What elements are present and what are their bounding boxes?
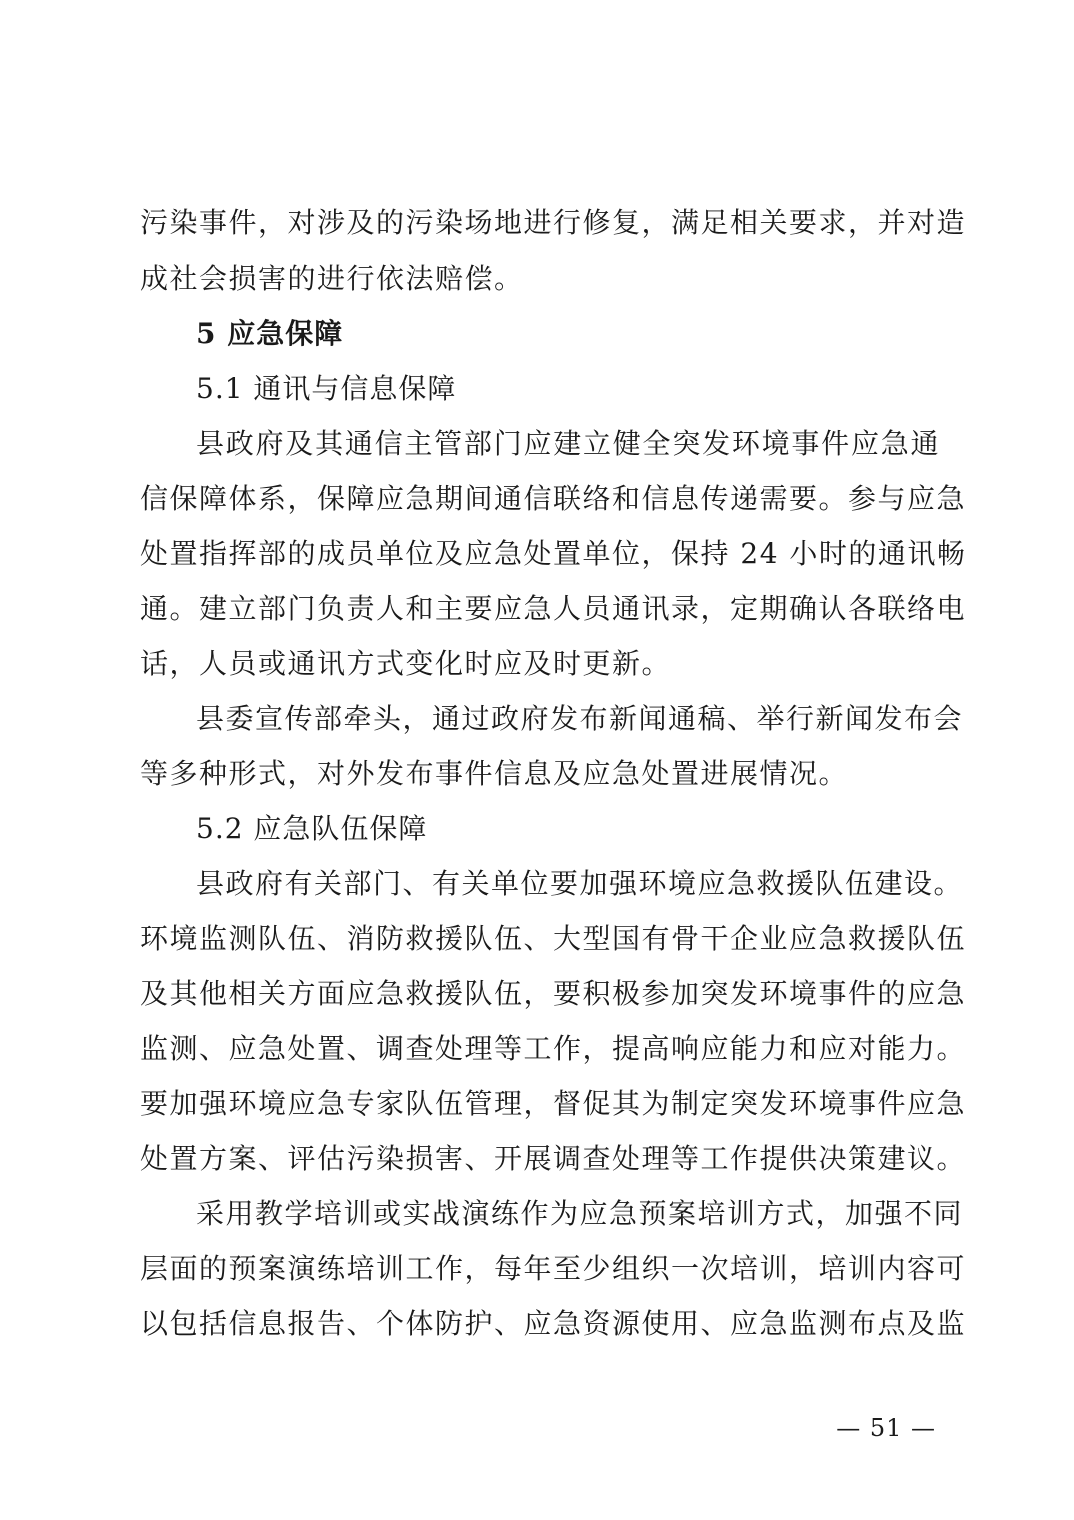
body-line-13: 监测、应急处置、调查处理等工作，提高响应能力和应对能力。 xyxy=(140,1032,967,1065)
body-line-15: 处置方案、评估污染损害、开展调查处理等工作提供决策建议。 xyxy=(140,1142,967,1175)
body-line-17: 层面的预案演练培训工作，每年至少组织一次培训，培训内容可 xyxy=(140,1252,967,1285)
body-line-8: 县委宣传部牵头，通过政府发布新闻通稿、举行新闻发布会 xyxy=(196,702,964,735)
body-line-6: 通。建立部门负责人和主要应急人员通讯录，定期确认各联络电 xyxy=(140,592,967,625)
body-line-7: 话，人员或通讯方式变化时应及时更新。 xyxy=(140,647,672,680)
body-line-12: 及其他相关方面应急救援队伍，要积极参加突发环境事件的应急 xyxy=(140,977,967,1010)
body-line-2: 成社会损害的进行依法赔偿。 xyxy=(140,262,524,295)
body-line-1: 污染事件，对涉及的污染场地进行修复，满足相关要求，并对造 xyxy=(140,206,967,239)
body-line-3: 县政府及其通信主管部门应建立健全突发环境事件应急通 xyxy=(196,427,940,460)
subsection-heading-5-2: 5.2 应急队伍保障 xyxy=(196,812,428,845)
subsection-heading-5-1: 5.1 通讯与信息保障 xyxy=(196,372,457,405)
page-number: — 51 — xyxy=(836,1414,936,1442)
body-line-10: 县政府有关部门、有关单位要加强环境应急救援队伍建设。 xyxy=(196,867,964,900)
body-line-18: 以包括信息报告、个体防护、应急资源使用、应急监测布点及监 xyxy=(140,1307,967,1340)
body-line-14: 要加强环境应急专家队伍管理，督促其为制定突发环境事件应急 xyxy=(140,1087,967,1120)
body-line-5: 处置指挥部的成员单位及应急处置单位，保持 24 小时的通讯畅 xyxy=(140,537,967,570)
body-line-16: 采用教学培训或实战演练作为应急预案培训方式，加强不同 xyxy=(196,1197,964,1230)
body-line-11: 环境监测队伍、消防救援队伍、大型国有骨干企业应急救援队伍 xyxy=(140,922,967,955)
body-line-9: 等多种形式，对外发布事件信息及应急处置进展情况。 xyxy=(140,757,849,790)
section-heading-5: 5 应急保障 xyxy=(196,317,344,350)
body-line-4: 信保障体系，保障应急期间通信联络和信息传递需要。参与应急 xyxy=(140,482,967,515)
